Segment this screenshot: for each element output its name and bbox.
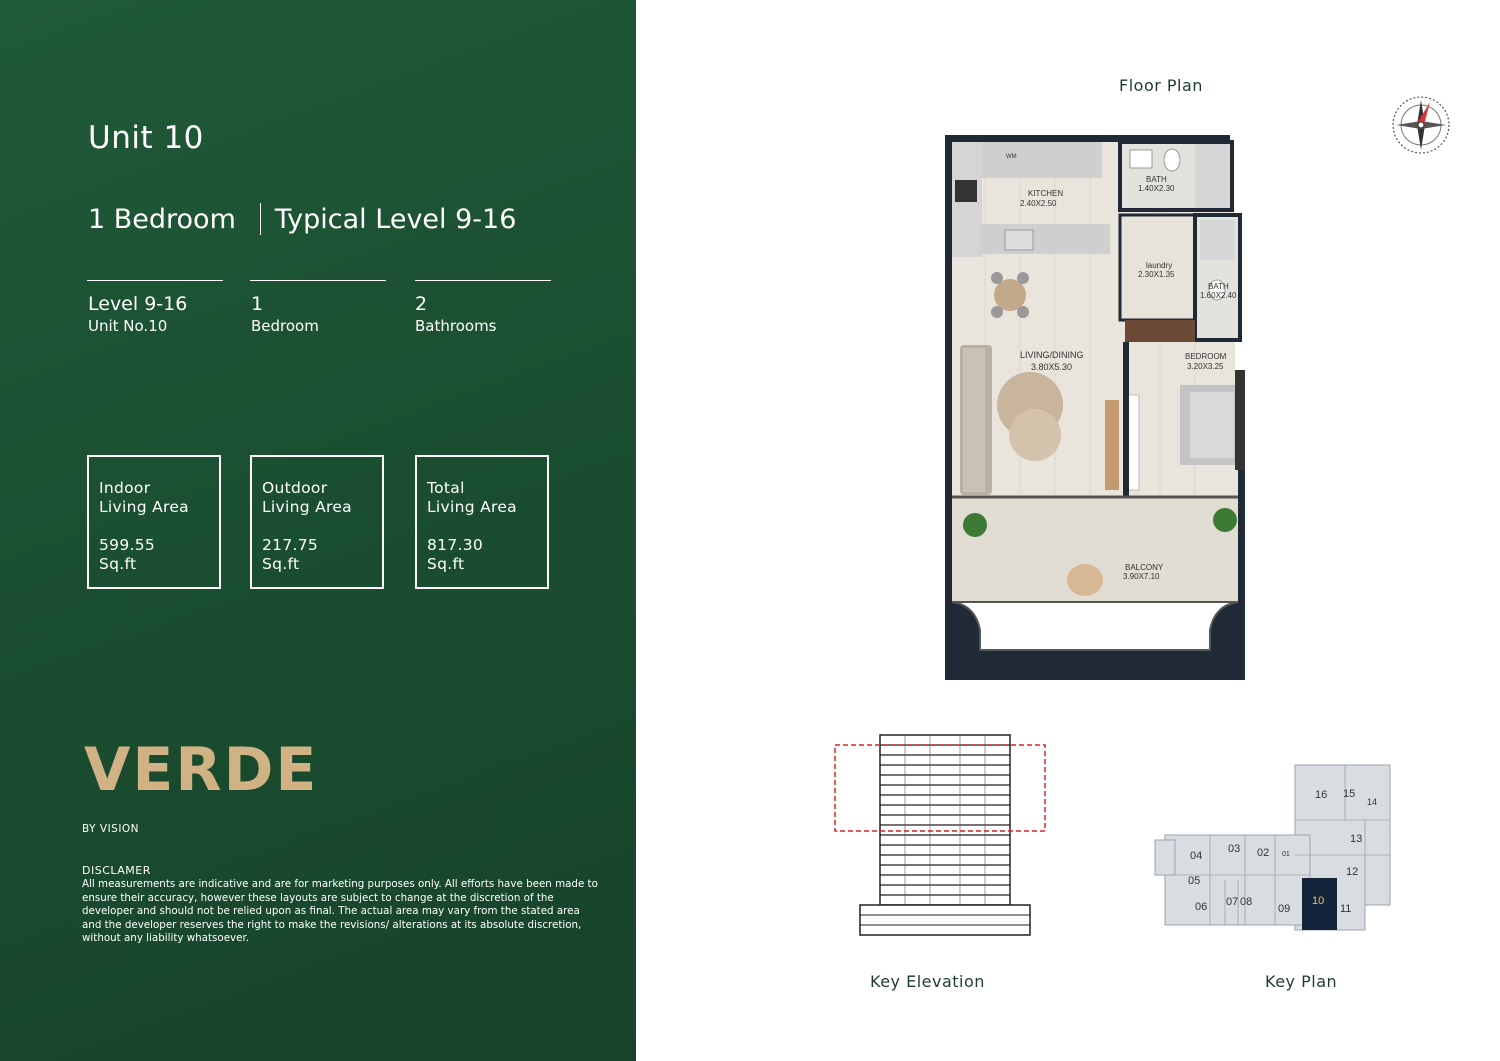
bedroom-type: 1 Bedroom (88, 203, 236, 235)
area-unit: Sq.ft (427, 555, 465, 573)
key-elevation-heading: Key Elevation (870, 972, 985, 991)
room-label-balcony: BALCONY (1125, 563, 1164, 572)
keyplan-unit-label: 15 (1343, 788, 1356, 800)
typical-level: Typical Level 9-16 (274, 203, 517, 235)
keyplan-unit-label: 02 (1257, 847, 1270, 859)
floor-plan-drawing (925, 130, 1305, 685)
area-label: Living Area (427, 498, 517, 516)
divider-rule (415, 280, 551, 281)
keyplan-unit-label: 06 (1195, 901, 1208, 913)
room-dims-balcony: 3.90X7.10 (1123, 572, 1160, 581)
area-box-indoor (87, 455, 221, 589)
disclaimer-heading: DISCLAMER (82, 864, 151, 877)
room-label-bedroom: BEDROOM (1185, 352, 1227, 361)
room-dims-bath1: 1.40X2.30 (1138, 184, 1175, 193)
keyplan-unit-label: 03 (1228, 843, 1241, 855)
keyplan-unit-label: 16 (1315, 789, 1328, 801)
area-value: 217.75 (262, 536, 319, 554)
stat-label: Unit No.10 (88, 317, 168, 335)
keyplan-unit-label: 12 (1346, 866, 1359, 878)
key-plan-drawing (1150, 760, 1405, 940)
room-label-laundry: laundry (1146, 261, 1173, 270)
room-label-living: LIVING/DINING (1020, 350, 1084, 360)
area-unit: Sq.ft (99, 555, 137, 573)
area-label: Total (427, 479, 465, 497)
area-unit: Sq.ft (262, 555, 300, 573)
room-dims-living: 3.80X5.30 (1031, 362, 1073, 372)
keyplan-unit-label: 04 (1190, 850, 1203, 862)
area-label: Living Area (262, 498, 352, 516)
stat-level (88, 292, 187, 336)
area-label: Indoor (99, 479, 151, 497)
room-label-kitchen: KITCHEN (1028, 189, 1064, 198)
unit-headline (88, 203, 516, 235)
keyplan-unit-label: 01 (1282, 851, 1290, 858)
area-label: Living Area (99, 498, 189, 516)
keyplan-unit-label: 13 (1350, 833, 1363, 845)
compass-icon (1388, 92, 1454, 158)
stat-value: Level 9-16 (88, 293, 188, 315)
area-value: 599.55 (99, 536, 156, 554)
room-dims-laundry: 2.30X1.35 (1138, 270, 1175, 279)
divider-rule (250, 280, 386, 281)
floor-plan-heading: Floor Plan (1119, 76, 1203, 95)
stat-value: 1 (251, 293, 264, 315)
keyplan-unit-label: 05 (1188, 875, 1201, 887)
keyplan-unit-label: 08 (1240, 896, 1253, 908)
unit-title: Unit 10 (88, 120, 204, 156)
stat-bedrooms (251, 292, 319, 336)
area-box-outdoor (250, 455, 384, 589)
area-label: Outdoor (262, 479, 328, 497)
stat-label: Bedroom (251, 317, 319, 335)
room-label-bath2: BATH (1208, 282, 1229, 291)
disclaimer-text: All measurements are indicative and are for marketing purposes only. All efforts have been made to ensure their accuracy, however these layouts are subject to change at the discretion of the developer and should not be relied upon as final. The actual area may vary from the stated area and the developer reserves the right to make the revisions/ alterations at its absolute discretion, without any liability whatsoever. (82, 878, 598, 944)
divider-rule (87, 280, 223, 281)
room-dims-kitchen: 2.40X2.50 (1020, 199, 1057, 208)
key-elevation-drawing (830, 730, 1055, 945)
keyplan-unit-label: 11 (1340, 903, 1352, 915)
keyplan-unit-label: 14 (1367, 797, 1378, 807)
brand-logo: VERDE (84, 735, 319, 805)
keyplan-unit-label-highlight: 10 (1312, 895, 1325, 907)
brand-byline: BY VISION (82, 823, 140, 835)
key-plan-heading: Key Plan (1265, 972, 1338, 991)
area-value: 817.30 (427, 536, 484, 554)
room-label-wm: WM (1006, 154, 1017, 160)
room-dims-bath2: 1.60X2.40 (1200, 291, 1237, 300)
headline-divider (260, 203, 261, 235)
area-box-total (415, 455, 549, 589)
stat-bathrooms (415, 292, 497, 336)
info-panel (0, 0, 636, 1061)
keyplan-unit-label: 09 (1278, 903, 1291, 915)
keyplan-unit-label: 07 (1226, 896, 1239, 908)
room-label-bath1: BATH (1146, 175, 1167, 184)
stat-label: Bathrooms (415, 317, 497, 335)
stat-value: 2 (415, 293, 428, 315)
room-dims-bedroom: 3.20X3.25 (1187, 362, 1224, 371)
